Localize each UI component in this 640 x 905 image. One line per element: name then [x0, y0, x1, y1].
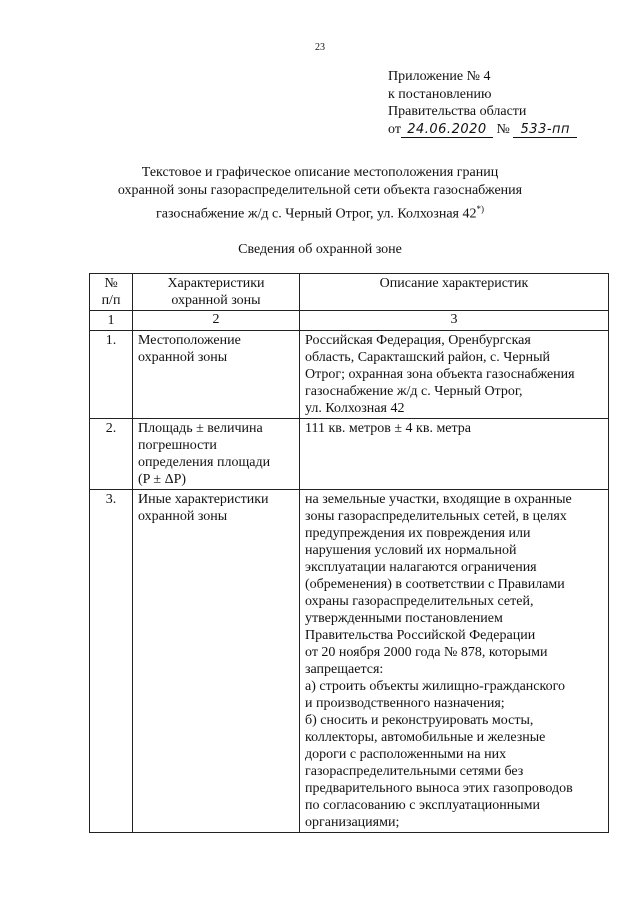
cell-line: и производственного назначения;: [305, 696, 505, 711]
cell-line: на земельные участки, входящие в охранные: [305, 492, 572, 507]
cell-line: погрешности: [138, 438, 217, 453]
row-description: [300, 419, 609, 490]
cell-line: от 20 ноября 2000 года № 878, которыми: [305, 645, 548, 660]
appendix-block: [388, 68, 577, 138]
row-characteristic: [133, 490, 300, 833]
appendix-line-4: [388, 121, 577, 139]
cell-line: определения площади: [138, 455, 271, 470]
cell-line: дороги с расположенными на них: [305, 747, 507, 762]
header-text: Характеристики: [167, 276, 265, 291]
title-line-2: охранной зоны газораспределительной сети объекта газоснабжения: [117, 183, 523, 198]
cell-line: Правительства Российской Федерации: [305, 628, 536, 643]
section-subtitle: Сведения об охранной зоне: [238, 242, 402, 257]
cell-line: Иные характеристики: [138, 492, 269, 507]
cell-line: Российская Федерация, Оренбургская: [305, 333, 531, 348]
footnote-mark: *): [476, 204, 484, 214]
appendix-line-3: Правительства области: [388, 104, 527, 119]
handwritten-date: 24.06.2020: [401, 122, 493, 138]
cell-line: газоснабжение ж/д с. Черный Отрог,: [305, 384, 523, 399]
cell-line: Отрог; охранная зона объекта газоснабжения: [305, 367, 575, 382]
cell-line: область, Саракташский район, с. Черный: [305, 350, 550, 365]
cell-line: организациями;: [305, 815, 400, 830]
cell-line: Местоположение: [138, 333, 241, 348]
cell-line: предупреждения их повреждения или: [305, 526, 531, 541]
cell-line: охраны газораспределительных сетей,: [305, 594, 534, 609]
cell-line: охранной зоны: [138, 509, 228, 524]
header-text: Описание характеристик: [379, 276, 529, 291]
row-number: 2.: [90, 419, 133, 490]
header-text: охранной зоны: [171, 293, 261, 308]
number-prefix: №: [496, 121, 510, 137]
cell-line: ул. Колхозная 42: [305, 401, 405, 416]
handwritten-number: 533-пп: [513, 122, 577, 138]
from-prefix: от: [388, 121, 401, 137]
row-description: [300, 490, 609, 833]
cell-line: зоны газораспределительных сетей, в целях: [305, 509, 567, 524]
header-cell-number: [90, 274, 133, 311]
cell-line: охранной зоны: [138, 350, 228, 365]
row-characteristic: [133, 331, 300, 419]
cell-line: эксплуатации налагаются ограничения: [305, 560, 537, 575]
table-row: [90, 490, 609, 833]
column-number: 3: [300, 311, 609, 331]
appendix-line-1: Приложение № 4: [388, 69, 491, 84]
title-line-3-text: газоснабжение ж/д с. Черный Отрог, ул. Колхозная 42: [156, 206, 477, 222]
header-cell-description: [300, 274, 609, 311]
header-text: п/п: [101, 293, 121, 308]
cell-line: Площадь ± величина: [138, 421, 263, 436]
cell-line: запрещается:: [305, 662, 384, 677]
cell-line: по согласованию с эксплуатационными: [305, 798, 540, 813]
table-row: [90, 331, 609, 419]
row-characteristic: [133, 419, 300, 490]
row-number: 3.: [90, 490, 133, 833]
cell-line: а) строить объекты жилищно-гражданского: [305, 679, 565, 694]
appendix-line-2: к постановлению: [388, 86, 492, 102]
title-line-1: Текстовое и графическое описание местоположения границ: [141, 165, 499, 180]
cell-line: предварительного выноса этих газопроводов: [305, 781, 573, 796]
header-text: №: [104, 276, 118, 291]
column-number: 2: [133, 311, 300, 331]
cell-line: газораспределительными сетями без: [305, 764, 524, 779]
cell-line: утвержденными постановлением: [305, 611, 503, 626]
document-title: [0, 164, 640, 224]
row-description: [300, 331, 609, 419]
cell-line: коллекторы, автомобильные и железные: [305, 730, 546, 745]
row-number: 1.: [90, 331, 133, 419]
table-header-row: [90, 274, 609, 311]
cell-line: нарушения условий их нормальной: [305, 543, 517, 558]
cell-line: 111 кв. метров ± 4 кв. метра: [305, 421, 472, 436]
page-number: 23: [315, 42, 325, 53]
cell-line: (P ± ΔP): [138, 472, 187, 487]
header-cell-characteristics: [133, 274, 300, 311]
title-line-3: [0, 200, 640, 224]
column-numbers-row: [90, 311, 609, 331]
table-row: [90, 419, 609, 490]
column-number: 1: [90, 311, 133, 331]
zone-table: [89, 273, 609, 833]
cell-line: (обременения) в соответствии с Правилами: [305, 577, 565, 592]
cell-line: б) сносить и реконструировать мосты,: [305, 713, 534, 728]
